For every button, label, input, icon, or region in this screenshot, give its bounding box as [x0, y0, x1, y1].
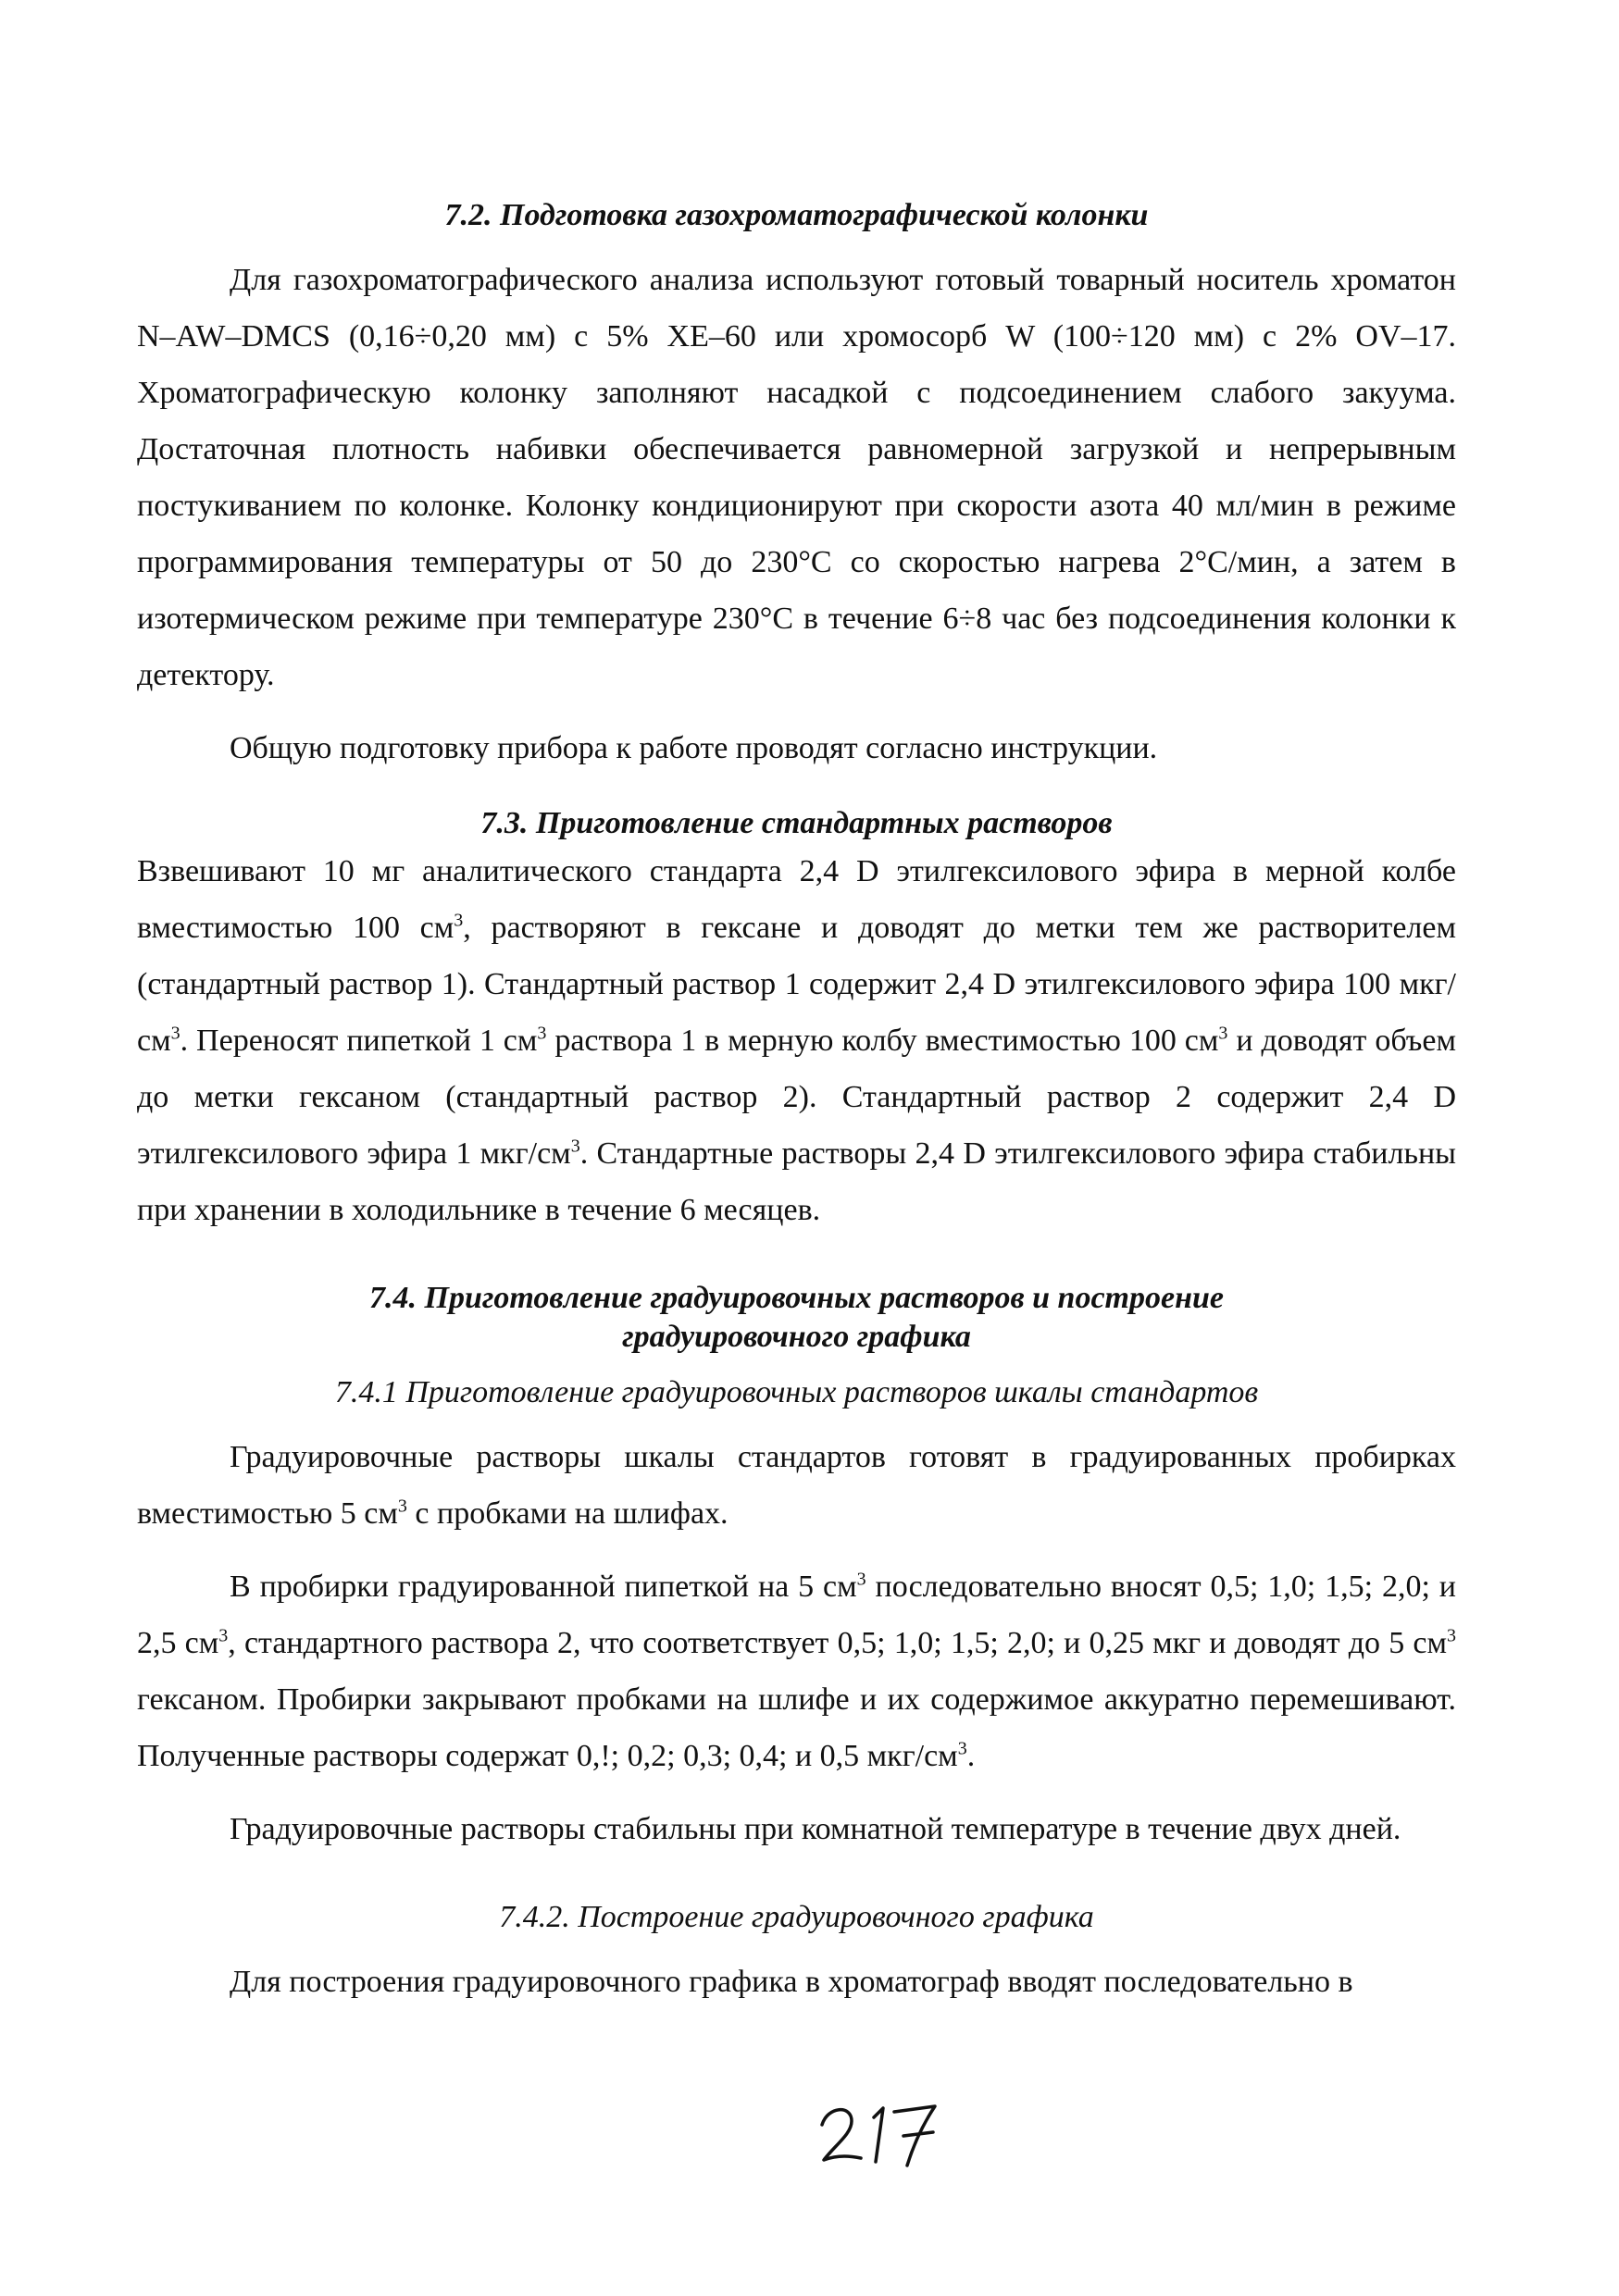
section-7-4-heading: [137, 1279, 1456, 1357]
section-7-2-note: Общую подготовку прибора к работе проводят согласно инструкции.: [230, 731, 1158, 765]
text-run: Взвешивают 10 мг аналитического стандарта 2,4 D этилгексилового эфира в мерной колбе вместимостью 100 см: [137, 854, 1456, 945]
section-7-4-1-paragraph-2: [137, 1558, 1456, 1784]
section-7-2-paragraph: Для газохроматографического анализа используют готовый товарный носитель хроматон N–AW–DMCS (0,16÷0,20 мм) с 5% XE–60 или хромосорб W (100÷120 мм) с 2% OV–17. Хроматографическую колонку заполняют насадкой с подсоединением слабого закуума. Достаточная плотность набивки обеспечивается равномерной загрузкой и непрерывным постукиванием по колонке. Колонку кондиционируют при скорости азота 40 мл/мин в режиме программирования температуры от 50 до 230°С со скоростью нагрева 2°С/мин, а затем в изотермическом режиме при температуре 230°С в течение 6÷8 час без подсоединения колонки к детектору.: [137, 263, 1456, 692]
text-run: , растворяют в гексане и доводят до метки тем же растворителем (стандартный раствор 1). Стандартный раствор 1 содержит 2,4 D этилгексилового эфира 100 мкг/см: [137, 911, 1456, 1058]
section-7-4-1-paragraph-1: [137, 1429, 1456, 1542]
text-run: с пробками на шлифах.: [406, 1496, 729, 1531]
section-7-4-2-heading: 7.4.2. Построение градуировочного графика: [499, 1900, 1094, 1934]
text-run: Градуировочные растворы шкалы стандартов готовят в градуированных пробирках вместимостью 5 см: [137, 1440, 1456, 1531]
superscript: 3: [218, 1625, 229, 1646]
superscript: 3: [537, 1023, 547, 1044]
section-7-2-heading: 7.2. Подготовка газохроматографической колонки: [444, 198, 1149, 232]
text-run: . Переносят пипеткой 1 см: [180, 1024, 538, 1058]
handwritten-page-number: [815, 2099, 944, 2173]
text-run: гексаном. Пробирки закрывают пробками на шлифе и их содержимое аккуратно перемешивают. Полученные растворы содержат 0,!; 0,2; 0,3; 0,4; и 0,5 мкг/см: [137, 1682, 1456, 1773]
text-run: . Стандартные растворы 2,4 D этилгексилового эфира стабильны при хранении в холодильнике в течение 6 месяцев.: [137, 1136, 1456, 1227]
text-run: и доводят объем до метки гексаном (стандартный раствор 2). Стандартный раствор 2 содержит 2,4 D этилгексилового эфира 1 мкг/см: [137, 1024, 1456, 1171]
text-run: раствора 1 в мерную колбу вместимостью 100 см: [546, 1024, 1219, 1058]
superscript: 3: [957, 1738, 967, 1759]
text-run: , стандартного раствора 2, что соответствует 0,5; 1,0; 1,5; 2,0; и 0,25 мкг и доводят до 5 см: [228, 1626, 1447, 1660]
superscript: 3: [170, 1023, 181, 1044]
section-7-3-paragraph: [137, 843, 1456, 1238]
section-7-3-heading: 7.3. Приготовление стандартных растворов: [480, 806, 1113, 840]
heading-line: градуировочного графика: [622, 1320, 971, 1354]
text-run: последовательно вносят 0,5; 1,0; 1,5; 2,0; и 2,5 см: [137, 1570, 1456, 1660]
document-page: [137, 196, 1456, 2010]
superscript: 3: [856, 1569, 866, 1590]
text-run: .: [966, 1739, 976, 1773]
superscript: 3: [1218, 1023, 1228, 1044]
heading-line: 7.4. Приготовление градуировочных растворов и построение: [369, 1281, 1224, 1315]
section-7-4-1-paragraph-3: Градуировочные растворы стабильны при комнатной температуре в течение двух дней.: [230, 1812, 1401, 1846]
superscript: 3: [454, 910, 464, 931]
superscript: 3: [397, 1496, 407, 1517]
superscript: 3: [570, 1136, 580, 1157]
section-7-4-2-paragraph: Для построения градуировочного графика в хроматограф вводят последовательно в: [230, 1965, 1353, 1999]
section-7-4-1-heading: 7.4.1 Приготовление градуировочных растворов шкалы стандартов: [334, 1375, 1259, 1409]
text-run: В пробирки градуированной пипеткой на 5 см: [230, 1570, 857, 1604]
superscript: 3: [1447, 1625, 1456, 1646]
